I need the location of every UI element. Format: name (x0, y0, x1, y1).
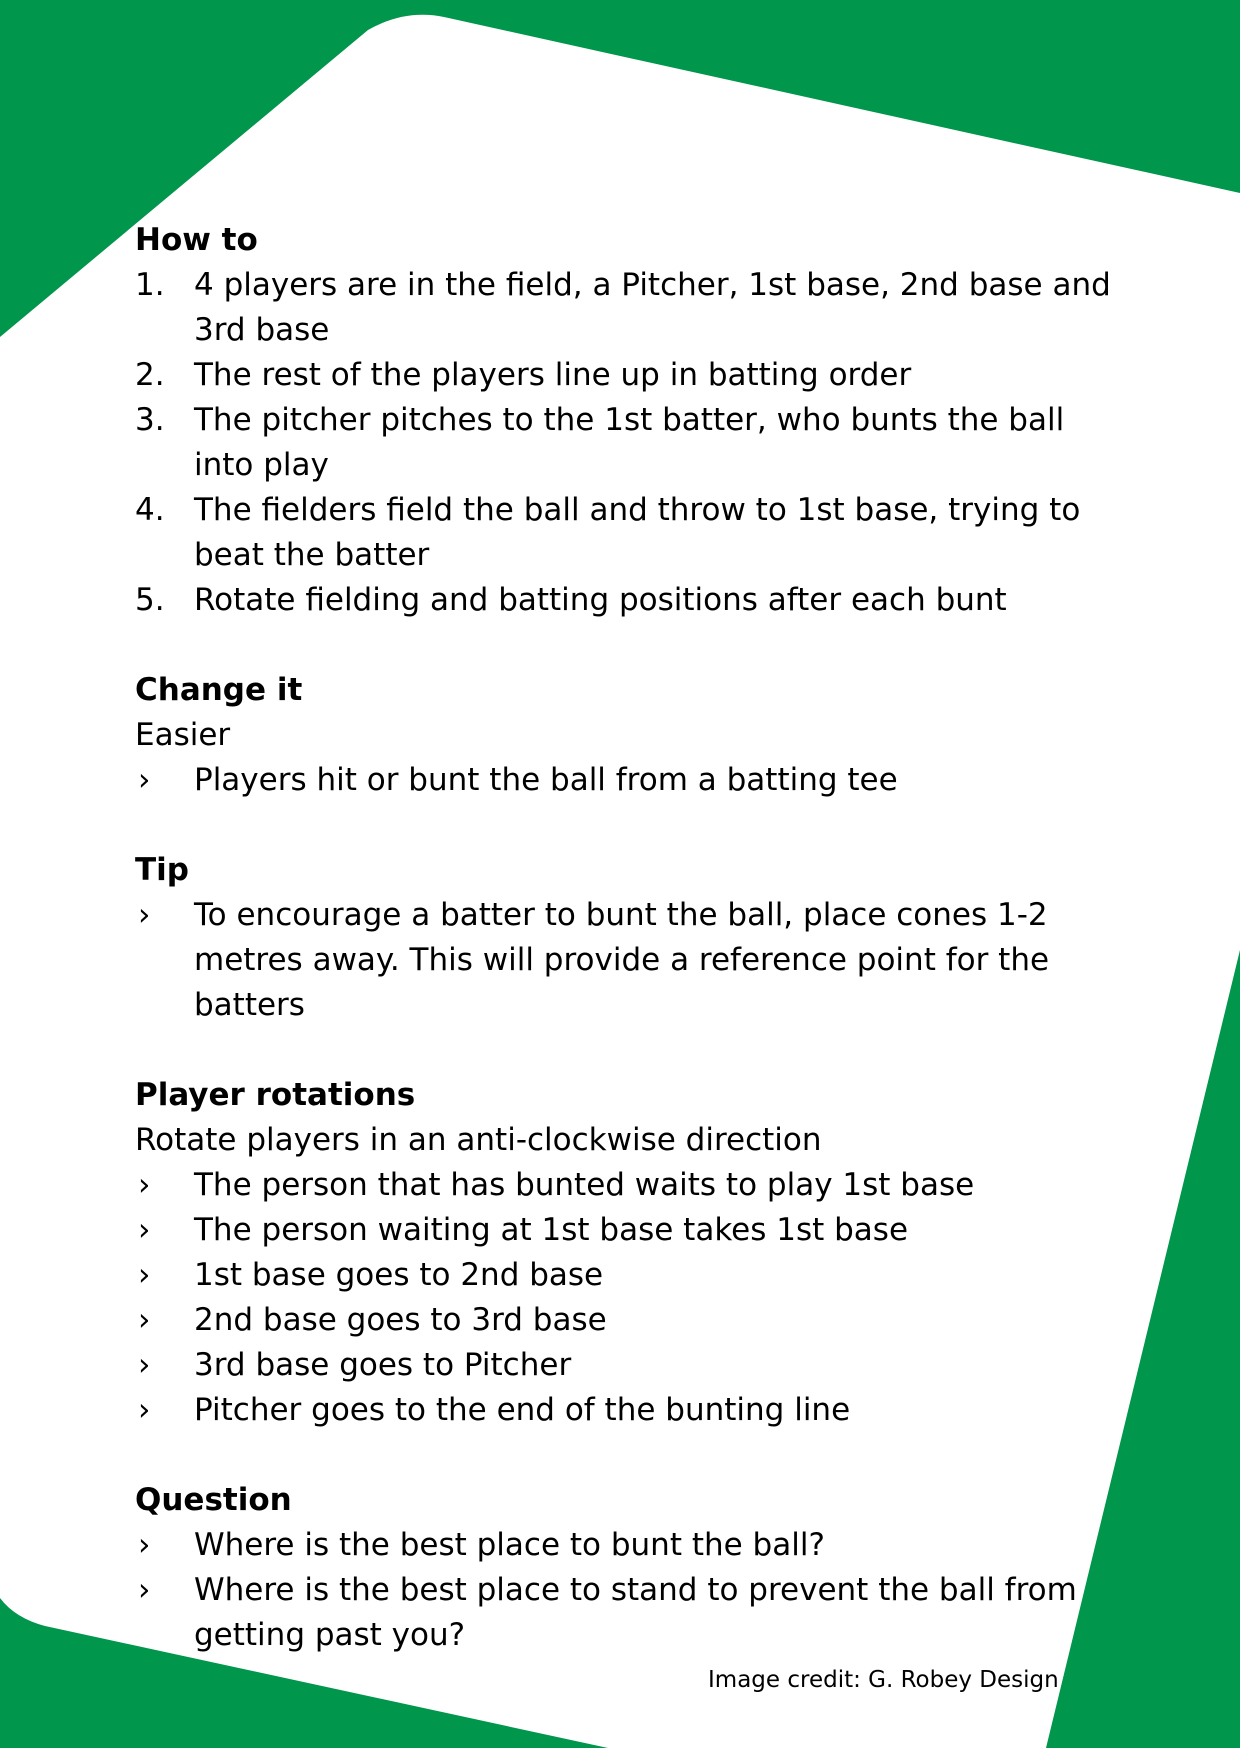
how-to-steps (135, 263, 1120, 623)
bullet-chevron-icon: › (138, 1572, 151, 1608)
change-it-heading: Change it (135, 672, 303, 708)
list-item (135, 893, 1120, 1028)
list-item (135, 263, 1120, 353)
activity-card-content (135, 218, 1120, 1703)
bullet-text: The person waiting at 1st base takes 1st base (194, 1212, 909, 1248)
bullet-chevron-icon: › (138, 1167, 151, 1203)
player-rotations-section (135, 1073, 1120, 1433)
step-text: The pitcher pitches to the 1st batter, who bunts the ball into play (194, 402, 1065, 483)
list-item (135, 488, 1120, 578)
bullet-chevron-icon: › (138, 1392, 151, 1428)
tip-bullets (135, 893, 1120, 1028)
list-item (135, 758, 1120, 803)
bullet-text: Where is the best place to bunt the ball? (194, 1527, 825, 1563)
bullet-text: Players hit or bunt the ball from a batting tee (194, 762, 898, 798)
bullet-text: Pitcher goes to the end of the bunting line (194, 1392, 851, 1428)
step-number: 2. (135, 357, 165, 393)
list-item (135, 1253, 1120, 1298)
step-text: 4 players are in the field, a Pitcher, 1st base, 2nd base and 3rd base (194, 267, 1111, 348)
step-number: 4. (135, 492, 165, 528)
list-item (135, 1208, 1120, 1253)
step-text: The rest of the players line up in batting order (194, 357, 912, 393)
list-item (135, 1568, 1120, 1658)
bullet-text: Where is the best place to stand to prevent the ball from getting past you? (194, 1572, 1077, 1653)
bullet-chevron-icon: › (138, 1212, 151, 1248)
bullet-text: 2nd base goes to 3rd base (194, 1302, 607, 1338)
bullet-text: The person that has bunted waits to play 1st base (194, 1167, 975, 1203)
list-item (135, 1343, 1120, 1388)
easier-label: Easier (135, 717, 231, 753)
change-it-section (135, 668, 1120, 803)
bullet-chevron-icon: › (138, 1257, 151, 1293)
question-heading: Question (135, 1482, 292, 1518)
bullet-chevron-icon: › (138, 1347, 151, 1383)
step-text: Rotate fielding and batting positions after each bunt (194, 582, 1007, 618)
list-item (135, 1388, 1120, 1433)
list-item (135, 353, 1120, 398)
player-rotations-bullets (135, 1163, 1120, 1433)
tip-heading: Tip (135, 852, 189, 888)
change-it-bullets (135, 758, 1120, 803)
step-text: The fielders field the ball and throw to 1st base, trying to beat the batter (194, 492, 1081, 573)
list-item (135, 1523, 1120, 1568)
bullet-text: 3rd base goes to Pitcher (194, 1347, 572, 1383)
bullet-chevron-icon: › (138, 1527, 151, 1563)
image-credit: Image credit: G. Robey Design (708, 1667, 1059, 1693)
step-number: 3. (135, 402, 165, 438)
list-item (135, 578, 1120, 623)
how-to-section (135, 218, 1120, 623)
step-number: 5. (135, 582, 165, 618)
question-bullets (135, 1523, 1120, 1658)
tip-section (135, 848, 1120, 1028)
question-section (135, 1478, 1120, 1658)
list-item (135, 398, 1120, 488)
bullet-chevron-icon: › (138, 762, 151, 798)
player-rotations-intro: Rotate players in an anti-clockwise direction (135, 1122, 822, 1158)
bullet-chevron-icon: › (138, 1302, 151, 1338)
list-item (135, 1298, 1120, 1343)
bullet-chevron-icon: › (138, 897, 151, 933)
bullet-text: To encourage a batter to bunt the ball, place cones 1-2 metres away. This will provide a reference point for the batters (194, 897, 1050, 1023)
how-to-heading: How to (135, 222, 258, 258)
player-rotations-heading: Player rotations (135, 1077, 416, 1113)
bullet-text: 1st base goes to 2nd base (194, 1257, 604, 1293)
step-number: 1. (135, 267, 165, 303)
list-item (135, 1163, 1120, 1208)
